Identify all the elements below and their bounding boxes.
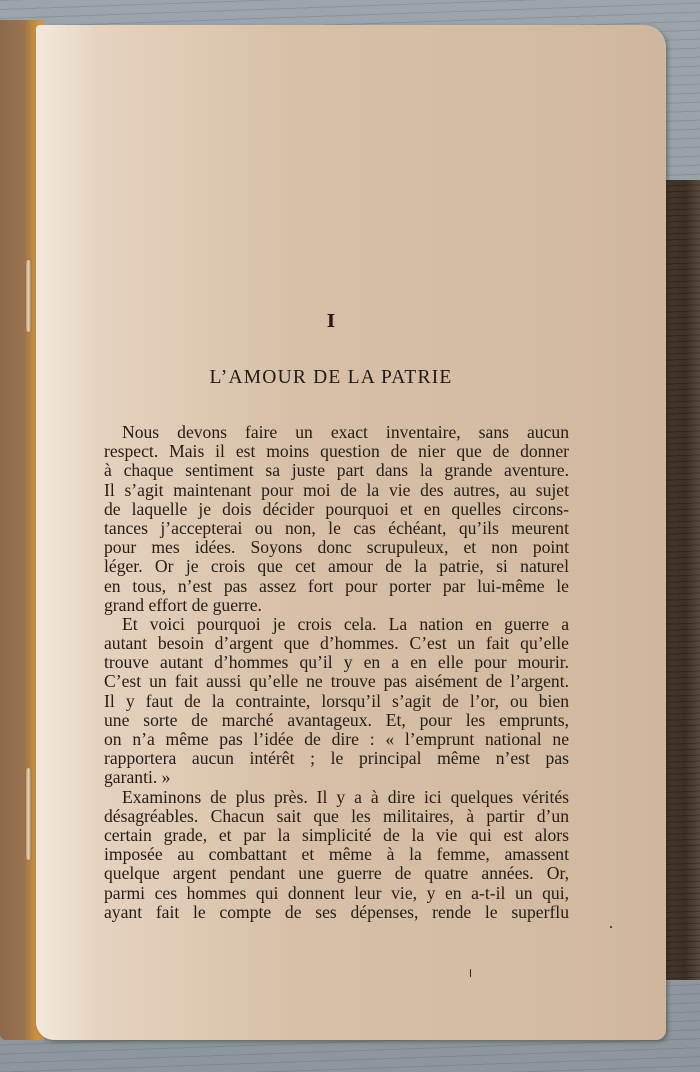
text-line: rapportera aucun intérêt ; le principal même n’est pas: [104, 748, 569, 769]
text-line: certain grade, et par la simplicité de la vie qui est alors: [104, 824, 569, 845]
text-line: respect. Mais il est moins question de nier que de donner: [104, 441, 569, 462]
text-line: ayant fait le compte de ses dépenses, rende le superflu: [104, 901, 569, 922]
text-line: quelque argent pendant une guerre de quatre années. Or,: [104, 863, 569, 884]
text-line: pour mes idées. Soyons donc scrupuleux, et non point: [104, 537, 569, 558]
text-line: une sorte de marché avantageux. Et, pour les emprunts,: [104, 709, 569, 730]
text-line: parmi ces hommes qui donnent leur vie, y en a-t-il un qui,: [104, 882, 569, 903]
text-line: Il y faut de la contrainte, lorsqu’il s’agit de l’or, ou bien: [104, 690, 569, 711]
text-line: imposée au combattant et même à la femme, amassent: [104, 844, 569, 865]
paper-speck: [470, 969, 471, 977]
text-line: Examinons de plus près. Il y a à dire ici quelques vérités: [122, 786, 569, 807]
binding-stitch: [26, 260, 31, 332]
text-line: à chaque sentiment sa juste part dans la grande aventure.: [104, 460, 569, 481]
text-line: tances j’accepterai ou non, le cas échéant, qu’ils meurent: [104, 517, 569, 538]
text-line: désagréables. Chacun sait que les militaires, à partir d’un: [104, 805, 569, 826]
text-line: trouve autant d’hommes qu’il y en a en elle pour mourir.: [104, 652, 569, 673]
chapter-title: L’AMOUR DE LA PATRIE: [209, 367, 453, 388]
book-page: [36, 25, 666, 1040]
text-line: léger. Or je crois que cet amour de la patrie, si naturel: [104, 556, 569, 577]
text-line: Nous devons faire un exact inventaire, sans aucun: [122, 422, 569, 442]
text-line: de laquelle je dois décider pourquoi et en quelles circons-: [104, 498, 569, 519]
text-line: grand effort de guerre.: [104, 594, 262, 615]
text-line: autant besoin d’argent que d’hommes. C’est un fait qu’elle: [104, 633, 569, 654]
text-line: on n’a même pas l’idée de dire : « l’emprunt national ne: [104, 729, 569, 749]
chapter-number: I: [326, 311, 336, 332]
paper-speck: [610, 926, 612, 928]
text-line: Il s’agit maintenant pour moi de la vie des autres, au sujet: [104, 479, 569, 500]
body-text: [104, 423, 569, 922]
text-line: garanti. »: [104, 767, 171, 788]
text-line: C’est un fait aussi qu’elle ne trouve pas aisément de l’argent.: [104, 671, 569, 692]
text-line: en tous, n’est pas assez fort pour porter par lui-même le: [104, 575, 569, 596]
text-line: Et voici pourquoi je crois cela. La nation en guerre a: [122, 613, 569, 634]
binding-stitch: [26, 768, 31, 860]
